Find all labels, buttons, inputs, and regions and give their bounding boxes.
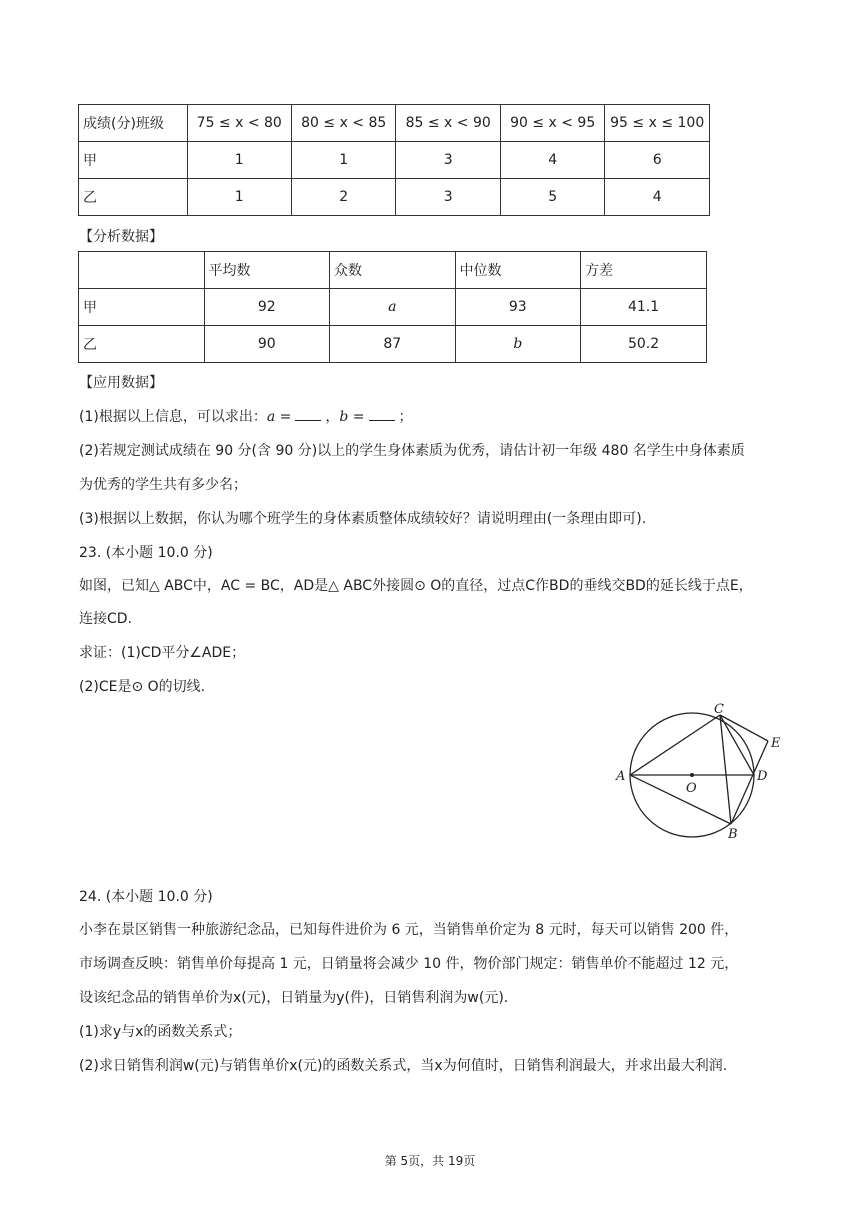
segment-ac <box>630 715 720 775</box>
q22-part1 <box>79 406 413 426</box>
q23-line1: 如图，已知△ ABC中，AC = BC，AD是△ ABC外接圆⊙ O的直径，过点C作BD的垂线交BD的延长线于点E， <box>79 578 753 594</box>
circle-geometry-figure <box>600 700 800 850</box>
label-c: C <box>714 702 724 717</box>
table-cell: 5 <box>500 179 604 216</box>
label-b: B <box>728 827 738 842</box>
table-cell: a <box>330 289 456 326</box>
q24-line2: 市场调查反映：销售单价每提高 1 元，日销量将会减少 10 件，物价部门规定：销售单价不能超过 12 元， <box>79 956 739 972</box>
q24-title: 24. (本小题 10.0 分) <box>79 889 213 905</box>
label-o: O <box>686 781 697 796</box>
q22-end: ； <box>398 409 413 425</box>
table-cell: 90 <box>204 326 330 363</box>
q22-part1-text: (1)根据以上信息，可以求出： <box>79 409 267 425</box>
table-row <box>79 179 710 216</box>
q23-line2: 连接CD. <box>79 611 133 627</box>
answer-blank-b[interactable] <box>369 408 395 421</box>
q22-a-label: a = <box>266 409 292 425</box>
apply-heading: 【应用数据】 <box>79 375 163 391</box>
table-cell: 41.1 <box>581 289 707 326</box>
label-d: D <box>757 769 768 784</box>
table-row <box>79 326 707 363</box>
table-cell: 3 <box>396 142 500 179</box>
table-cell: b <box>455 326 581 363</box>
table-row <box>79 142 710 179</box>
table-cell: 92 <box>204 289 330 326</box>
q24-line1: 小李在景区销售一种旅游纪念品，已知每件进价为 6 元，当销售单价定为 8 元时，每天可以销售 200 件， <box>79 922 739 938</box>
answer-blank-a[interactable] <box>295 408 321 421</box>
label-e: E <box>771 736 781 751</box>
analysis-heading: 【分析数据】 <box>79 229 163 245</box>
q23-line3: 求证：(1)CD平分∠ADE； <box>79 645 246 661</box>
table-cell: 1 <box>187 142 291 179</box>
q22-part2-line1: (2)若规定测试成绩在 90 分(含 90 分)以上的学生身体素质为优秀，请估计初一年级 480 名学生中身体素质 <box>79 443 745 459</box>
q22-part2-line2: 为优秀的学生共有多少名； <box>79 477 247 493</box>
table-header-cell: 成绩(分)班级 <box>79 105 188 142</box>
score-distribution-table <box>78 104 710 216</box>
table-header-cell: 95 ≤ x ≤ 100 <box>605 105 710 142</box>
table-header-cell: 众数 <box>330 252 456 289</box>
q24-line5: (2)求日销售利润w(元)与销售单价x(元)的函数关系式，当x为何值时，日销售利润最大，并求出最大利润. <box>79 1058 728 1074</box>
table-cell: 乙 <box>79 179 188 216</box>
q22-sep: ， <box>325 409 340 425</box>
table-header-cell: 方差 <box>581 252 707 289</box>
table-cell: 甲 <box>79 142 188 179</box>
table-cell: 50.2 <box>581 326 707 363</box>
table-cell: 3 <box>396 179 500 216</box>
table-cell: 4 <box>500 142 604 179</box>
q24-line3: 设该纪念品的销售单价为x(元)，日销量为y(件)，日销售利润为w(元). <box>79 990 509 1006</box>
table-cell: 4 <box>605 179 710 216</box>
q22-part3: (3)根据以上数据，你认为哪个班学生的身体素质整体成绩较好？请说明理由(一条理由即可). <box>79 511 647 527</box>
center-point-o <box>690 773 694 777</box>
table-cell: 93 <box>455 289 581 326</box>
table-cell: 87 <box>330 326 456 363</box>
analysis-table <box>78 251 707 363</box>
q24-line4: (1)求y与x的函数关系式； <box>79 1024 242 1040</box>
table-header-row <box>79 105 710 142</box>
table-header-row <box>79 252 707 289</box>
table-row <box>79 289 707 326</box>
segment-ab <box>630 775 731 824</box>
table-cell: 1 <box>291 142 395 179</box>
label-a: A <box>616 769 626 784</box>
table-header-cell <box>79 252 205 289</box>
table-cell: 6 <box>605 142 710 179</box>
table-header-cell: 平均数 <box>204 252 330 289</box>
table-header-cell: 中位数 <box>455 252 581 289</box>
q22-b-label: b = <box>339 409 365 425</box>
table-cell: 乙 <box>79 326 205 363</box>
table-header-cell: 80 ≤ x < 85 <box>291 105 395 142</box>
table-cell: 1 <box>187 179 291 216</box>
table-header-cell: 90 ≤ x < 95 <box>500 105 604 142</box>
table-header-cell: 85 ≤ x < 90 <box>396 105 500 142</box>
q23-title: 23. (本小题 10.0 分) <box>79 545 213 561</box>
table-cell: 2 <box>291 179 395 216</box>
table-header-cell: 75 ≤ x < 80 <box>187 105 291 142</box>
table-cell: 甲 <box>79 289 205 326</box>
page-footer: 第 5页，共 19页 <box>384 1154 476 1168</box>
q23-line4: (2)CE是⊙ O的切线. <box>79 679 206 695</box>
